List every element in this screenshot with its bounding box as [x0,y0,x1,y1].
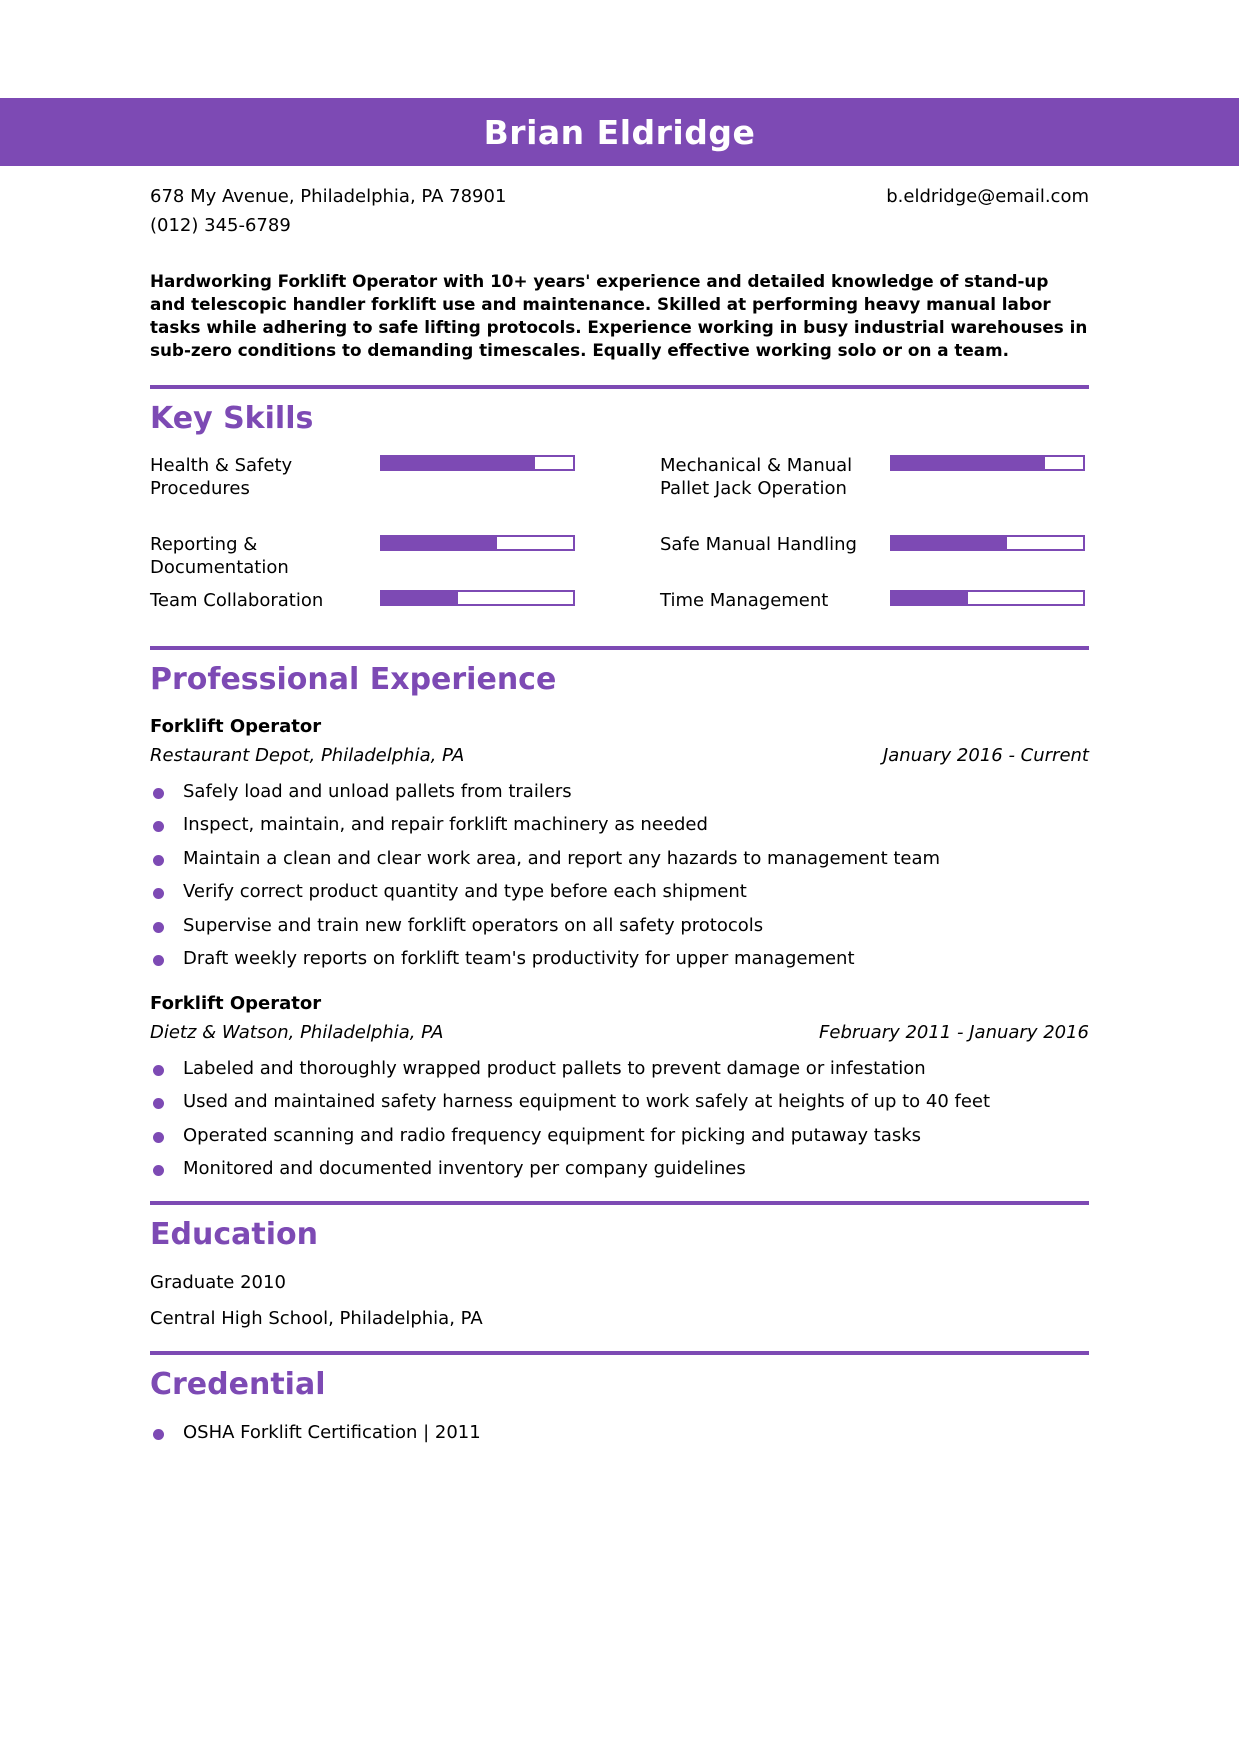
skill-bar [380,535,575,551]
job-subtitle [150,745,1089,766]
bullet-dot-icon [153,1065,164,1076]
list-item [150,1158,1089,1191]
bullet-dot-icon [153,821,164,832]
skill-fill [892,537,1007,549]
skill-bar [890,590,1085,606]
bullet-dot-icon [153,1165,164,1176]
bullet-dot-icon [153,955,164,966]
skill-label: Mechanical & Manual Pallet Jack Operation [660,455,853,499]
list-item-text: Used and maintained safety harness equipment to work safely at heights of up to 40 feet [183,1091,991,1113]
list-item-text: Monitored and documented inventory per company guidelines [183,1158,746,1180]
list-item [150,948,1089,981]
list-item [150,1125,1089,1158]
skill-fill [382,457,535,469]
section-title-experience: Professional Experience [150,662,557,697]
list-item-text: OSHA Forklift Certification | 2011 [183,1422,481,1443]
list-item [150,848,1089,881]
email[interactable]: b.eldridge@email.com [886,186,1089,207]
list-item [150,881,1089,914]
list-item-text: Safely load and unload pallets from trailers [183,781,572,802]
job-subtitle [150,1022,1089,1043]
section-title-education: Education [150,1217,318,1252]
list-item [150,781,1089,814]
list-item [150,1422,1089,1455]
divider [150,385,1089,389]
list-item-text: Labeled and thoroughly wrapped product pallets to prevent damage or infestation [183,1058,926,1079]
bullet-dot-icon [153,788,164,799]
header-band [0,98,1239,166]
list-item [150,915,1089,948]
skill-fill [382,537,497,549]
skill-bar [890,455,1085,471]
skill-label: Time Management [660,590,829,611]
skill-label: Health & Safety Procedures [150,455,293,499]
skill-fill [892,457,1045,469]
list-item [150,1058,1089,1091]
credential-list [150,1422,1089,1455]
list-item-text: Operated scanning and radio frequency equipment for picking and putaway tasks [183,1124,922,1146]
list-item [150,1091,1089,1124]
summary: Hardworking Forklift Operator with 10+ years' experience and detailed knowledge of stand-up and telescopic handler forklift use and maintenance. Skilled at performing heavy manual labor tasks while adhering to safe lifting protocols. Experience working in busy industrial warehouses in sub-zero conditions to demanding timescales. Equally effective working solo or on a team. [150,271,1088,360]
list-item-text: Verify correct product quantity and type before each shipment [183,881,747,903]
list-item-text: Supervise and train new forklift operators on all safety protocols [183,914,764,936]
skill-label: Reporting & Documentation [150,534,289,578]
bullet-dot-icon [153,1132,164,1143]
skill-bar [380,590,575,606]
job-dates: January 2016 - Current [882,745,1089,766]
phone-row [150,215,1089,236]
skill-label: Safe Manual Handling [660,534,857,555]
skill-bar [890,535,1085,551]
bullet-dot-icon [153,1098,164,1109]
address: 678 My Avenue, Philadelphia, PA 78901 [150,186,507,207]
skill-fill [382,592,458,604]
candidate-name: Brian Eldridge [483,112,756,152]
skill-bar [380,455,575,471]
section-title-skills: Key Skills [150,401,314,436]
skill-label: Team Collaboration [150,590,324,611]
education-school: Central High School, Philadelphia, PA [150,1308,483,1329]
job-company: Restaurant Depot, Philadelphia, PA [150,745,465,766]
job-duties [150,781,1089,981]
phone[interactable]: (012) 345-6789 [150,215,291,236]
job-dates: February 2011 - January 2016 [819,1022,1089,1043]
education-degree: Graduate 2010 [150,1272,286,1293]
bullet-dot-icon [153,1429,164,1440]
divider [150,1201,1089,1205]
list-item-text: Inspect, maintain, and repair forklift machinery as needed [183,814,708,836]
section-title-credential: Credential [150,1367,326,1402]
job-company: Dietz & Watson, Philadelphia, PA [150,1022,444,1043]
bullet-dot-icon [153,922,164,933]
list-item-text: Draft weekly reports on forklift team's productivity for upper management [183,947,855,969]
list-item-text: Maintain a clean and clear work area, and report any hazards to management team [183,847,941,869]
job-title: Forklift Operator [150,993,322,1014]
job-duties [150,1058,1089,1192]
skill-fill [892,592,968,604]
bullet-dot-icon [153,888,164,899]
bullet-dot-icon [153,855,164,866]
divider [150,1351,1089,1355]
list-item [150,814,1089,847]
contact-row [150,186,1089,207]
job-title: Forklift Operator [150,716,322,737]
divider [150,646,1089,650]
